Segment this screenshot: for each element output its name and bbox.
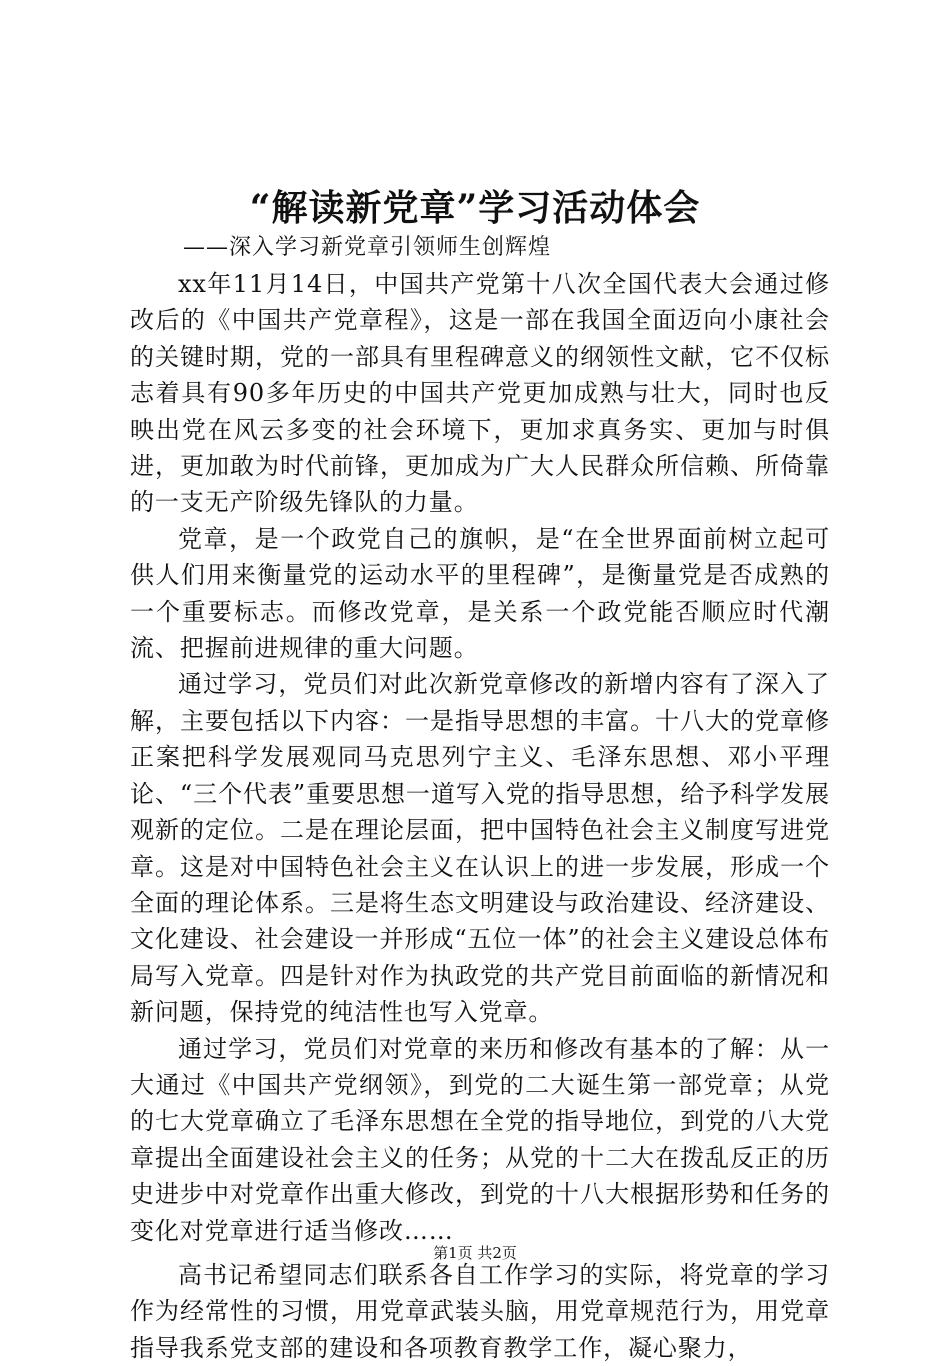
paragraph: 通过学习，党员们对党章的来历和修改有基本的了解：从一大通过《中国共产党纲领》，到党的二大诞生第一部党章；从党的七大党章确立了毛泽东思想在全党的指导地位，到党的八大党章提出全面建设社会主义的任务；从党的十二大在拨乱反正的历史进步中对党章作出重大修改，到党的十八大根据形势和任务的变化对党章进行适当修改…… <box>130 1034 830 1245</box>
document-subtitle: ——深入学习新党章引领师生创辉煌 <box>183 235 552 260</box>
paragraph: 高书记希望同志们联系各自工作学习的实际，将党章的学习作为经常性的习惯，用党章武装头脑，用党章规范行为，用党章指导我系党支部的建设和各项教育教学工作，凝心聚力， <box>130 1260 830 1362</box>
page-number-footer: 第1页 共2页 <box>433 1244 517 1262</box>
paragraph: 党章，是一个政党自己的旗帜，是“在全世界面前树立起可供人们用来衡量党的运动水平的里程碑”，是衡量党是否成熟的一个重要标志。而修改党章，是关系一个政党能否顺应时代潮流、把握前进规律的重大问题。 <box>130 524 830 663</box>
document-title: “解读新党章”学习活动体会 <box>249 187 701 229</box>
document-body <box>130 266 830 1366</box>
paragraph: xx年11月14日，中国共产党第十八次全国代表大会通过修改后的《中国共产党章程》，这是一部在我国全面迈向小康社会的关键时期，党的一部具有里程碑意义的纲领性文献，它不仅标志着具有90多年历史的中国共产党更加成熟与壮大，同时也反映出党在风云多变的社会环境下，更加求真务实、更加与时俱进，更加敢为时代前锋，更加成为广大人民群众所信赖、所倚靠的一支无产阶级先锋队的力量。 <box>130 270 830 517</box>
paragraph: 通过学习，党员们对此次新党章修改的新增内容有了深入了解，主要包括以下内容：一是指导思想的丰富。十八大的党章修正案把科学发展观同马克思列宁主义、毛泽东思想、邓小平理论、“三个代表”重要思想一道写入党的指导思想，给予科学发展观新的定位。二是在理论层面，把中国特色社会主义制度写进党章。这是对中国特色社会主义在认识上的进一步发展，形成一个全面的理论体系。三是将生态文明建设与政治建设、经济建设、文化建设、社会建设一并形成“五位一体”的社会主义建设总体布局写入党章。四是针对作为执政党的共产党目前面临的新情况和新问题，保持党的纯洁性也写入党章。 <box>130 670 830 1027</box>
